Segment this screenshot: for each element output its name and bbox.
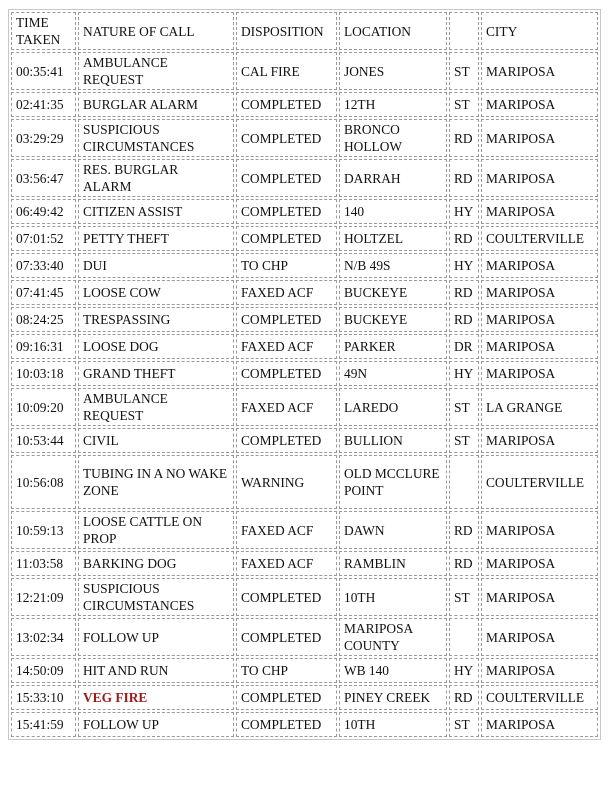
call-log-table bbox=[8, 9, 601, 740]
header-time: TIME TAKEN bbox=[11, 12, 76, 50]
cell-suffix: HY bbox=[449, 199, 479, 224]
cell-time: 00:35:41 bbox=[11, 52, 76, 90]
cell-suffix: HY bbox=[449, 253, 479, 278]
cell-time: 10:59:13 bbox=[11, 511, 76, 549]
cell-city: LA GRANGE bbox=[481, 388, 598, 426]
cell-city: MARIPOSA bbox=[481, 280, 598, 305]
cell-nature: AMBULANCE REQUEST bbox=[78, 52, 234, 90]
cell-suffix: RD bbox=[449, 511, 479, 549]
cell-location: RAMBLIN bbox=[339, 551, 447, 576]
cell-time: 07:01:52 bbox=[11, 226, 76, 251]
cell-nature: AMBULANCE REQUEST bbox=[78, 388, 234, 426]
cell-time: 10:56:08 bbox=[11, 455, 76, 509]
cell-time: 07:33:40 bbox=[11, 253, 76, 278]
table-row bbox=[11, 685, 598, 710]
table-row bbox=[11, 199, 598, 224]
cell-disposition: COMPLETED bbox=[236, 578, 337, 616]
cell-nature: CITIZEN ASSIST bbox=[78, 199, 234, 224]
cell-disposition: COMPLETED bbox=[236, 307, 337, 332]
cell-location: N/B 49S bbox=[339, 253, 447, 278]
cell-disposition: COMPLETED bbox=[236, 119, 337, 157]
cell-disposition: FAXED ACF bbox=[236, 334, 337, 359]
cell-city: MARIPOSA bbox=[481, 658, 598, 683]
cell-time: 09:16:31 bbox=[11, 334, 76, 359]
cell-city: MARIPOSA bbox=[481, 307, 598, 332]
table-row bbox=[11, 712, 598, 737]
cell-city: MARIPOSA bbox=[481, 199, 598, 224]
cell-nature: RES. BURGLAR ALARM bbox=[78, 159, 234, 197]
table-row bbox=[11, 428, 598, 453]
cell-nature: LOOSE COW bbox=[78, 280, 234, 305]
cell-suffix: RD bbox=[449, 159, 479, 197]
cell-disposition: FAXED ACF bbox=[236, 511, 337, 549]
cell-time: 12:21:09 bbox=[11, 578, 76, 616]
table-row bbox=[11, 52, 598, 90]
cell-location: DARRAH bbox=[339, 159, 447, 197]
cell-disposition: WARNING bbox=[236, 455, 337, 509]
cell-city: MARIPOSA bbox=[481, 428, 598, 453]
table-row bbox=[11, 119, 598, 157]
cell-city: COULTERVILLE bbox=[481, 455, 598, 509]
cell-location: 140 bbox=[339, 199, 447, 224]
cell-city: MARIPOSA bbox=[481, 119, 598, 157]
cell-suffix bbox=[449, 455, 479, 509]
cell-nature: BURGLAR ALARM bbox=[78, 92, 234, 117]
cell-city: MARIPOSA bbox=[481, 511, 598, 549]
cell-disposition: TO CHP bbox=[236, 253, 337, 278]
cell-time: 08:24:25 bbox=[11, 307, 76, 332]
cell-disposition: TO CHP bbox=[236, 658, 337, 683]
call-log-container bbox=[8, 9, 601, 740]
table-row bbox=[11, 253, 598, 278]
header-disposition: DISPOSITION bbox=[236, 12, 337, 50]
table-row bbox=[11, 307, 598, 332]
table-row bbox=[11, 455, 598, 509]
cell-disposition: COMPLETED bbox=[236, 92, 337, 117]
cell-disposition: CAL FIRE bbox=[236, 52, 337, 90]
table-row bbox=[11, 618, 598, 656]
cell-nature: VEG FIRE bbox=[78, 685, 234, 710]
cell-city: MARIPOSA bbox=[481, 578, 598, 616]
header-city: CITY bbox=[481, 12, 598, 50]
cell-nature: TRESPASSING bbox=[78, 307, 234, 332]
cell-nature: SUSPICIOUS CIRCUMSTANCES bbox=[78, 578, 234, 616]
cell-city: COULTERVILLE bbox=[481, 226, 598, 251]
cell-suffix: ST bbox=[449, 92, 479, 117]
table-row bbox=[11, 658, 598, 683]
cell-city: MARIPOSA bbox=[481, 361, 598, 386]
cell-city: MARIPOSA bbox=[481, 253, 598, 278]
table-row bbox=[11, 226, 598, 251]
table-row bbox=[11, 159, 598, 197]
cell-nature: LOOSE CATTLE ON PROP bbox=[78, 511, 234, 549]
cell-location: HOLTZEL bbox=[339, 226, 447, 251]
table-row bbox=[11, 92, 598, 117]
cell-time: 03:29:29 bbox=[11, 119, 76, 157]
cell-city: MARIPOSA bbox=[481, 712, 598, 737]
cell-city: MARIPOSA bbox=[481, 551, 598, 576]
cell-nature: TUBING IN A NO WAKE ZONE bbox=[78, 455, 234, 509]
cell-suffix: RD bbox=[449, 307, 479, 332]
cell-location: BUCKEYE bbox=[339, 280, 447, 305]
call-log-body bbox=[11, 52, 598, 737]
cell-suffix: ST bbox=[449, 52, 479, 90]
cell-disposition: COMPLETED bbox=[236, 361, 337, 386]
cell-nature: SUSPICIOUS CIRCUMSTANCES bbox=[78, 119, 234, 157]
cell-location: LAREDO bbox=[339, 388, 447, 426]
cell-time: 02:41:35 bbox=[11, 92, 76, 117]
cell-time: 10:03:18 bbox=[11, 361, 76, 386]
header-nature: NATURE OF CALL bbox=[78, 12, 234, 50]
cell-disposition: COMPLETED bbox=[236, 199, 337, 224]
table-row bbox=[11, 578, 598, 616]
cell-location: MARIPOSA COUNTY bbox=[339, 618, 447, 656]
cell-nature: BARKING DOG bbox=[78, 551, 234, 576]
cell-nature: FOLLOW UP bbox=[78, 712, 234, 737]
cell-suffix: ST bbox=[449, 388, 479, 426]
cell-disposition: COMPLETED bbox=[236, 618, 337, 656]
table-row bbox=[11, 334, 598, 359]
cell-suffix: ST bbox=[449, 578, 479, 616]
table-row bbox=[11, 280, 598, 305]
header-suffix bbox=[449, 12, 479, 50]
cell-location: 12TH bbox=[339, 92, 447, 117]
cell-city: MARIPOSA bbox=[481, 618, 598, 656]
cell-time: 15:33:10 bbox=[11, 685, 76, 710]
cell-city: MARIPOSA bbox=[481, 159, 598, 197]
cell-time: 14:50:09 bbox=[11, 658, 76, 683]
cell-location: 49N bbox=[339, 361, 447, 386]
cell-suffix: ST bbox=[449, 712, 479, 737]
cell-location: PINEY CREEK bbox=[339, 685, 447, 710]
cell-location: BUCKEYE bbox=[339, 307, 447, 332]
cell-suffix: RD bbox=[449, 685, 479, 710]
cell-time: 06:49:42 bbox=[11, 199, 76, 224]
cell-location: 10TH bbox=[339, 578, 447, 616]
cell-location: JONES bbox=[339, 52, 447, 90]
cell-disposition: COMPLETED bbox=[236, 428, 337, 453]
cell-suffix: RD bbox=[449, 226, 479, 251]
header-location: LOCATION bbox=[339, 12, 447, 50]
cell-disposition: COMPLETED bbox=[236, 712, 337, 737]
cell-disposition: FAXED ACF bbox=[236, 280, 337, 305]
cell-location: 10TH bbox=[339, 712, 447, 737]
cell-location: BULLION bbox=[339, 428, 447, 453]
cell-location: DAWN bbox=[339, 511, 447, 549]
cell-nature: GRAND THEFT bbox=[78, 361, 234, 386]
cell-suffix bbox=[449, 618, 479, 656]
cell-city: MARIPOSA bbox=[481, 92, 598, 117]
cell-time: 10:53:44 bbox=[11, 428, 76, 453]
cell-disposition: COMPLETED bbox=[236, 159, 337, 197]
cell-suffix: HY bbox=[449, 658, 479, 683]
cell-time: 15:41:59 bbox=[11, 712, 76, 737]
table-row bbox=[11, 551, 598, 576]
cell-suffix: RD bbox=[449, 551, 479, 576]
table-row bbox=[11, 388, 598, 426]
cell-city: MARIPOSA bbox=[481, 52, 598, 90]
cell-suffix: RD bbox=[449, 280, 479, 305]
cell-location: PARKER bbox=[339, 334, 447, 359]
cell-nature: DUI bbox=[78, 253, 234, 278]
table-row bbox=[11, 511, 598, 549]
cell-suffix: ST bbox=[449, 428, 479, 453]
cell-nature: LOOSE DOG bbox=[78, 334, 234, 359]
cell-time: 03:56:47 bbox=[11, 159, 76, 197]
cell-disposition: FAXED ACF bbox=[236, 551, 337, 576]
cell-time: 10:09:20 bbox=[11, 388, 76, 426]
header-row bbox=[11, 12, 598, 50]
cell-suffix: HY bbox=[449, 361, 479, 386]
cell-location: OLD MCCLURE POINT bbox=[339, 455, 447, 509]
cell-nature: HIT AND RUN bbox=[78, 658, 234, 683]
cell-nature: FOLLOW UP bbox=[78, 618, 234, 656]
cell-time: 11:03:58 bbox=[11, 551, 76, 576]
cell-location: WB 140 bbox=[339, 658, 447, 683]
cell-nature: PETTY THEFT bbox=[78, 226, 234, 251]
cell-disposition: COMPLETED bbox=[236, 226, 337, 251]
cell-suffix: RD bbox=[449, 119, 479, 157]
cell-disposition: FAXED ACF bbox=[236, 388, 337, 426]
cell-city: COULTERVILLE bbox=[481, 685, 598, 710]
cell-time: 13:02:34 bbox=[11, 618, 76, 656]
cell-location: BRONCO HOLLOW bbox=[339, 119, 447, 157]
table-row bbox=[11, 361, 598, 386]
cell-time: 07:41:45 bbox=[11, 280, 76, 305]
cell-nature: CIVIL bbox=[78, 428, 234, 453]
cell-city: MARIPOSA bbox=[481, 334, 598, 359]
cell-suffix: DR bbox=[449, 334, 479, 359]
cell-disposition: COMPLETED bbox=[236, 685, 337, 710]
